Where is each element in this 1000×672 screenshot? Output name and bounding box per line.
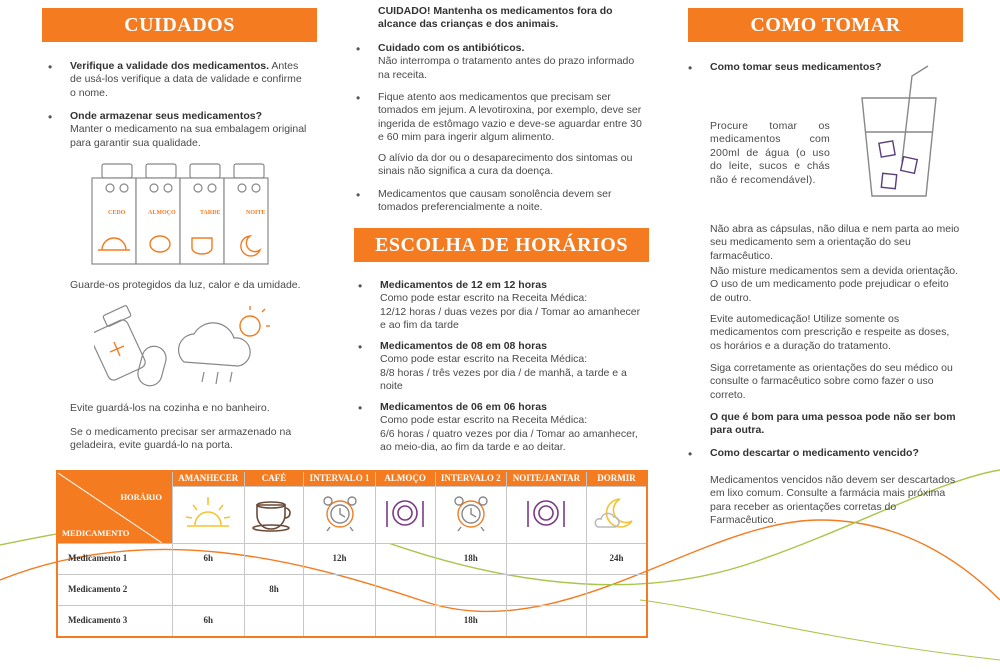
schedule-cell bbox=[506, 544, 586, 575]
antibiotics-bold: • Cuidado com os antibióticos. bbox=[378, 42, 525, 54]
fasting-item: • Fique atento aos medicamentos que precisam ser tomados em jejum. A levotiroxina, por exemplo, deve ser ingerida de estômago vazio e deve-se aguardar entre 30 e 60 mim para ingerir algum alimento. bbox=[378, 91, 648, 145]
schedule-cell: 18h bbox=[435, 544, 506, 575]
follow-doctor-text: Siga corretamente as orientações do seu médico ou consulte o farmacêutico sobre como fazer o uso correto. bbox=[710, 362, 953, 401]
medicine-weather-icon bbox=[94, 300, 274, 390]
how-to-take-bold: Como tomar seus medicamentos? bbox=[710, 61, 882, 73]
validity-text: Antes de usá-los verifique a data de validade e confirme o nome. bbox=[70, 60, 302, 99]
col-dormir: DORMIR bbox=[587, 471, 647, 487]
disposal-question bbox=[710, 447, 960, 460]
schedule-8h-bold: • Medicamentos de 08 em 08 horas bbox=[380, 340, 547, 352]
schedule-cell: 6h bbox=[173, 606, 245, 638]
schedule-cell bbox=[304, 606, 375, 638]
box-label-almoco: ALMOÇO bbox=[148, 210, 176, 216]
schedule-cell bbox=[244, 606, 304, 638]
row-label: Medicamento 2 bbox=[57, 575, 173, 606]
schedule-cell bbox=[173, 575, 245, 606]
alarm-clock-icon bbox=[435, 487, 506, 544]
col-intervalo-1: INTERVALO 1 bbox=[304, 471, 375, 487]
schedule-12h-line1: Como pode estar escrito na Receita Médica: bbox=[380, 292, 588, 305]
protect-text: Guarde-os protegidos da luz, calor e da umidade. bbox=[70, 279, 301, 291]
validity-bold: Verifique a validade dos medicamentos. bbox=[70, 60, 269, 72]
schedule-cell bbox=[506, 575, 586, 606]
schedule-cell bbox=[304, 575, 375, 606]
plate-icon bbox=[375, 487, 435, 544]
table-body bbox=[57, 544, 647, 638]
corner-horario: HORÁRIO bbox=[120, 492, 162, 502]
schedule-cell: 18h bbox=[435, 606, 506, 638]
schedule-cell: 6h bbox=[173, 544, 245, 575]
cuidados-title: CUIDADOS bbox=[42, 8, 317, 42]
schedule-12h bbox=[380, 279, 648, 333]
antibiotics-text: Não interrompa o tratamento antes do prazo informado na receita. bbox=[378, 55, 635, 81]
schedule-6h-line2: 6/6 horas / quatro vezes por dia / Tomar ao amanhecer, ao meio-dia, ao fim da tarde e ao deitar. bbox=[380, 427, 638, 454]
sleep-item: • Medicamentos que causam sonolência devem ser tomados preferencialmente a noite. bbox=[378, 188, 648, 215]
schedule-8h bbox=[380, 340, 648, 394]
schedule-cell bbox=[375, 606, 435, 638]
storage-text: Manter o medicamento na sua embalagem original para garantir sua qualidade. bbox=[70, 123, 307, 149]
schedule-cell: 8h bbox=[244, 575, 304, 606]
mix-text: Não misture medicamentos sem a devida orientação. O uso de um medicamento pode prejudicar o efeito de outro. bbox=[710, 265, 959, 304]
sunrise-icon bbox=[173, 487, 245, 544]
schedule-cell bbox=[435, 575, 506, 606]
capsule-text: Não abra as cápsulas, não dilua e nem parta ao meio seu medicamento sem a orientação do seu farmacêutico. bbox=[710, 223, 960, 262]
schedule-8h-line2: 8/8 horas / três vezes por dia / de manhã, a tarde e a noite bbox=[380, 366, 627, 393]
box-label-noite: NOITE bbox=[246, 210, 266, 216]
como-tomar-title: COMO TOMAR bbox=[688, 8, 963, 42]
schedule-12h-bold: • Medicamentos de 12 em 12 horas bbox=[380, 279, 547, 291]
self-medication-text: Evite automedicação! Utilize somente os medicamentos com prescrição e respeite as doses, os horários e a duração do tratamento. bbox=[710, 313, 950, 352]
schedule-cell bbox=[375, 544, 435, 575]
water-text: Procure tomar os medicamentos com 200ml de água (o uso do leite, sucos e chás não é recomendável). bbox=[710, 120, 830, 186]
avoid-text: Evite guardá-los na cozinha e no banheiro. bbox=[70, 402, 270, 414]
col-almoco: ALMOÇO bbox=[375, 471, 435, 487]
col-noite-jantar: NOITE/JANTAR bbox=[506, 471, 586, 487]
col-amanhecer: AMANHECER bbox=[173, 471, 245, 487]
schedule-cell bbox=[244, 544, 304, 575]
schedule-cell: 12h bbox=[304, 544, 375, 575]
fridge-text: Se o medicamento precisar ser armazenado na geladeira, evite guardá-lo na porta. bbox=[70, 426, 292, 452]
table-row bbox=[57, 606, 647, 638]
storage-bold: • Onde armazenar seus medicamentos? bbox=[70, 110, 262, 122]
validity-item bbox=[70, 60, 310, 100]
good-for-one-text: O que é bom para uma pessoa pode não ser bom para outra. bbox=[710, 411, 956, 437]
schedule-6h-line1: Como pode estar escrito na Receita Médica: bbox=[380, 414, 588, 427]
storage-item bbox=[70, 110, 310, 150]
schedule-title: ESCOLHA DE HORÁRIOS bbox=[354, 228, 649, 262]
table-corner bbox=[57, 471, 173, 544]
plate-icon bbox=[506, 487, 586, 544]
relief-text: O alívio da dor ou o desaparecimento dos sintomas ou sinais não significa a cura da doença. bbox=[378, 152, 633, 178]
row-label: Medicamento 3 bbox=[57, 606, 173, 638]
table-row bbox=[57, 544, 647, 575]
col-intervalo-2: INTERVALO 2 bbox=[435, 471, 506, 487]
caution-text: CUIDADO! Mantenha os medicamentos fora do alcance das crianças e dos animais. bbox=[378, 5, 613, 31]
glass-of-water-icon bbox=[852, 62, 948, 202]
box-label-cedo: CEDO bbox=[108, 210, 126, 216]
schedule-cell bbox=[587, 606, 647, 638]
schedule-cell: 24h bbox=[587, 544, 647, 575]
medication-schedule-table bbox=[56, 470, 648, 638]
col-cafe: CAFÉ bbox=[244, 471, 304, 487]
disposal-text: Medicamentos vencidos não devem ser descartados em lixo comum. Consulte a farmácia mais próxima para receber as orientações corretas do Farmacêutico. bbox=[710, 474, 956, 527]
row-label: Medicamento 1 bbox=[57, 544, 173, 575]
table-row bbox=[57, 575, 647, 606]
schedule-cell bbox=[375, 575, 435, 606]
antibiotics-item bbox=[378, 42, 648, 82]
schedule-6h-bold: • Medicamentos de 06 em 06 horas bbox=[380, 401, 547, 413]
corner-medicamento: MEDICAMENTO bbox=[62, 528, 130, 539]
box-label-tarde: TARDE bbox=[200, 210, 221, 216]
schedule-cell bbox=[587, 575, 647, 606]
moon-icon bbox=[587, 487, 647, 544]
schedule-cell bbox=[506, 606, 586, 638]
schedule-8h-line1: Como pode estar escrito na Receita Médica: bbox=[380, 353, 588, 366]
alarm-clock-icon bbox=[304, 487, 375, 544]
schedule-12h-line2: 12/12 horas / duas vezes por dia / Tomar ao amanhecer e ao fim da tarde bbox=[380, 305, 641, 332]
schedule-6h bbox=[380, 401, 648, 455]
disposal-bold: Como descartar o medicamento vencido? bbox=[710, 447, 919, 459]
coffee-icon bbox=[244, 487, 304, 544]
